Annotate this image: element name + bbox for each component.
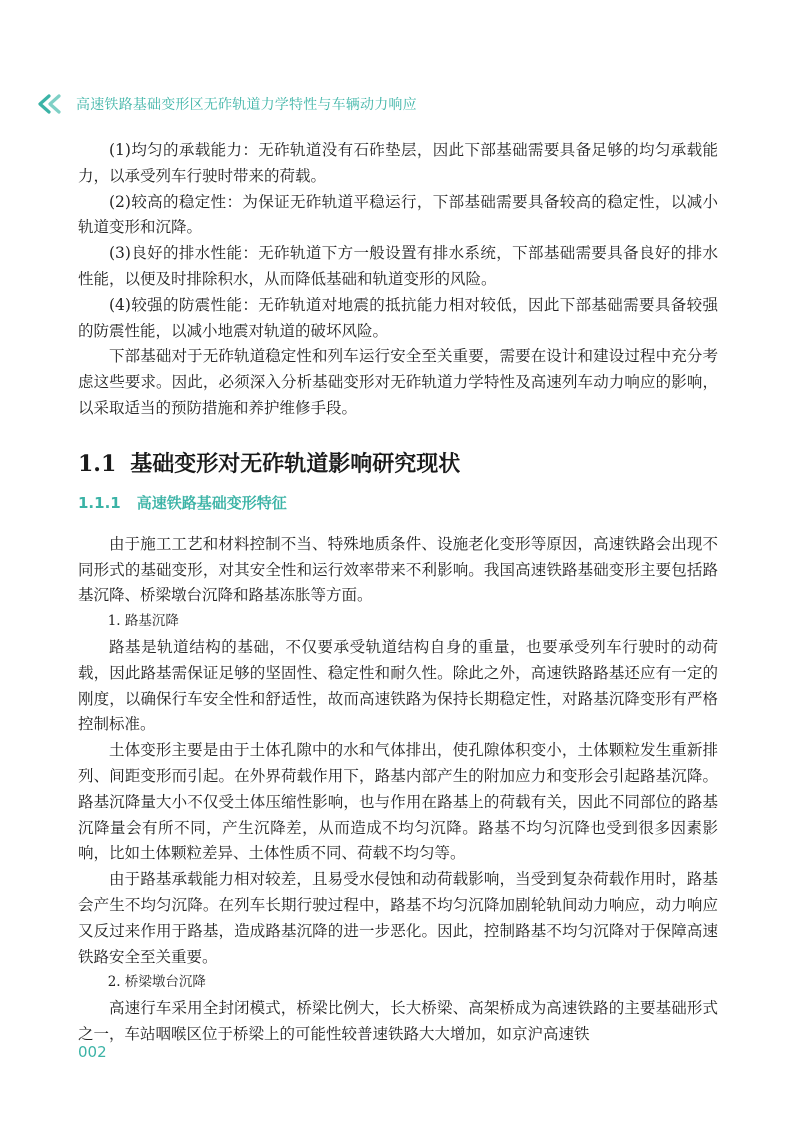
page-number: 002 <box>78 1043 107 1061</box>
paragraph: (3)良好的排水性能：无砟轨道下方一般设置有排水系统，下部基础需要具备良好的排水性能，以便及时排除积水，从而降低基础和轨道变形的风险。 <box>78 244 718 288</box>
paragraph: 路基是轨道结构的基础，不仅要承受轨道结构自身的重量，也要承受列车行驶时的动荷载，因此路基需保证足够的坚固性、稳定性和耐久性。除此之外，高速铁路路基还应有一定的刚度，以确保行车安全性和舒适性，故而高速铁路为保持长期稳定性，对路基沉降变形有严格控制标准。 <box>78 637 718 734</box>
paragraph: (4)较强的防震性能：无砟轨道对地震的抵抗能力相对较低，因此下部基础需要具备较强的防震性能，以减小地震对轨道的破坏风险。 <box>78 295 718 340</box>
page-content <box>78 138 718 1048</box>
section-title: 基础变形对无砟轨道影响研究现状 <box>130 450 461 477</box>
subsection-heading <box>78 492 718 514</box>
subsection-title: 高速铁路基础变形特征 <box>136 493 287 512</box>
paragraph: 高速行车采用全封闭模式，桥梁比例大，长大桥梁、高架桥成为高速铁路的主要基础形式之一，车站咽喉区位于桥梁上的可能性较普速铁路大大增加，如京沪高速铁 <box>78 999 718 1043</box>
paragraph: 土体变形主要是由于土体孔隙中的水和气体排出，使孔隙体积变小，土体颗粒发生重新排列、间距变形而引起。在外界荷载作用下，路基内部产生的附加应力和变形会引起路基沉降。路基沉降量大小不仅受土体压缩性影响，也与作用在路基上的荷载有关，因此不同部位的路基沉降量会有所不同，产生沉降差，从而造成不均匀沉降。路基不均匀沉降也受到很多因素影响，比如土体颗粒差异、土体性质不同、荷载不均匀等。 <box>78 741 718 863</box>
part-label: 1. 路基沉降 <box>107 613 179 630</box>
running-header <box>36 93 756 115</box>
paragraph: 由于路基承载能力相对较差，且易受水侵蚀和动荷载影响，当受到复杂荷载作用时，路基会产生不均匀沉降。在列车长期行驶过程中，路基不均匀沉降加剧轮轨间动力响应，动力响应又反过来作用于路基，造成路基沉降的进一步恶化。因此，控制路基不均匀沉降对于保障高速铁路安全至关重要。 <box>78 870 718 966</box>
section-heading <box>78 446 718 482</box>
section-number: 1.1 <box>78 450 117 477</box>
paragraph: (2)较高的稳定性：为保证无砟轨道平稳运行，下部基础需要具备较高的稳定性，以减小轨道变形和沉降。 <box>78 192 718 237</box>
paragraph: 下部基础对于无砟轨道稳定性和列车运行安全至关重要，需要在设计和建设过程中充分考虑这些要求。因此，必须深入分析基础变形对无砟轨道力学特性及高速列车动力响应的影响，以采取适当的预防措施和养护维修手段。 <box>78 347 718 417</box>
subsection-number: 1.1.1 <box>78 493 121 512</box>
book-title: 高速铁路基础变形区无砟轨道力学特性与车辆动力响应 <box>76 97 417 113</box>
paragraph: 由于施工工艺和材料控制不当、特殊地质条件、设施老化变形等原因，高速铁路会出现不同形式的基础变形，对其安全性和运行效率带来不利影响。我国高速铁路基础变形主要包括路基沉降、桥梁墩台沉降和路基冻胀等方面。 <box>78 534 718 605</box>
double-chevron-left-icon <box>36 93 70 115</box>
paragraph: (1)均匀的承载能力：无砟轨道没有石砟垫层，因此下部基础需要具备足够的均匀承载能力，以承受列车行驶时带来的荷载。 <box>78 141 718 185</box>
part-label: 2. 桥梁墩台沉降 <box>107 974 206 991</box>
